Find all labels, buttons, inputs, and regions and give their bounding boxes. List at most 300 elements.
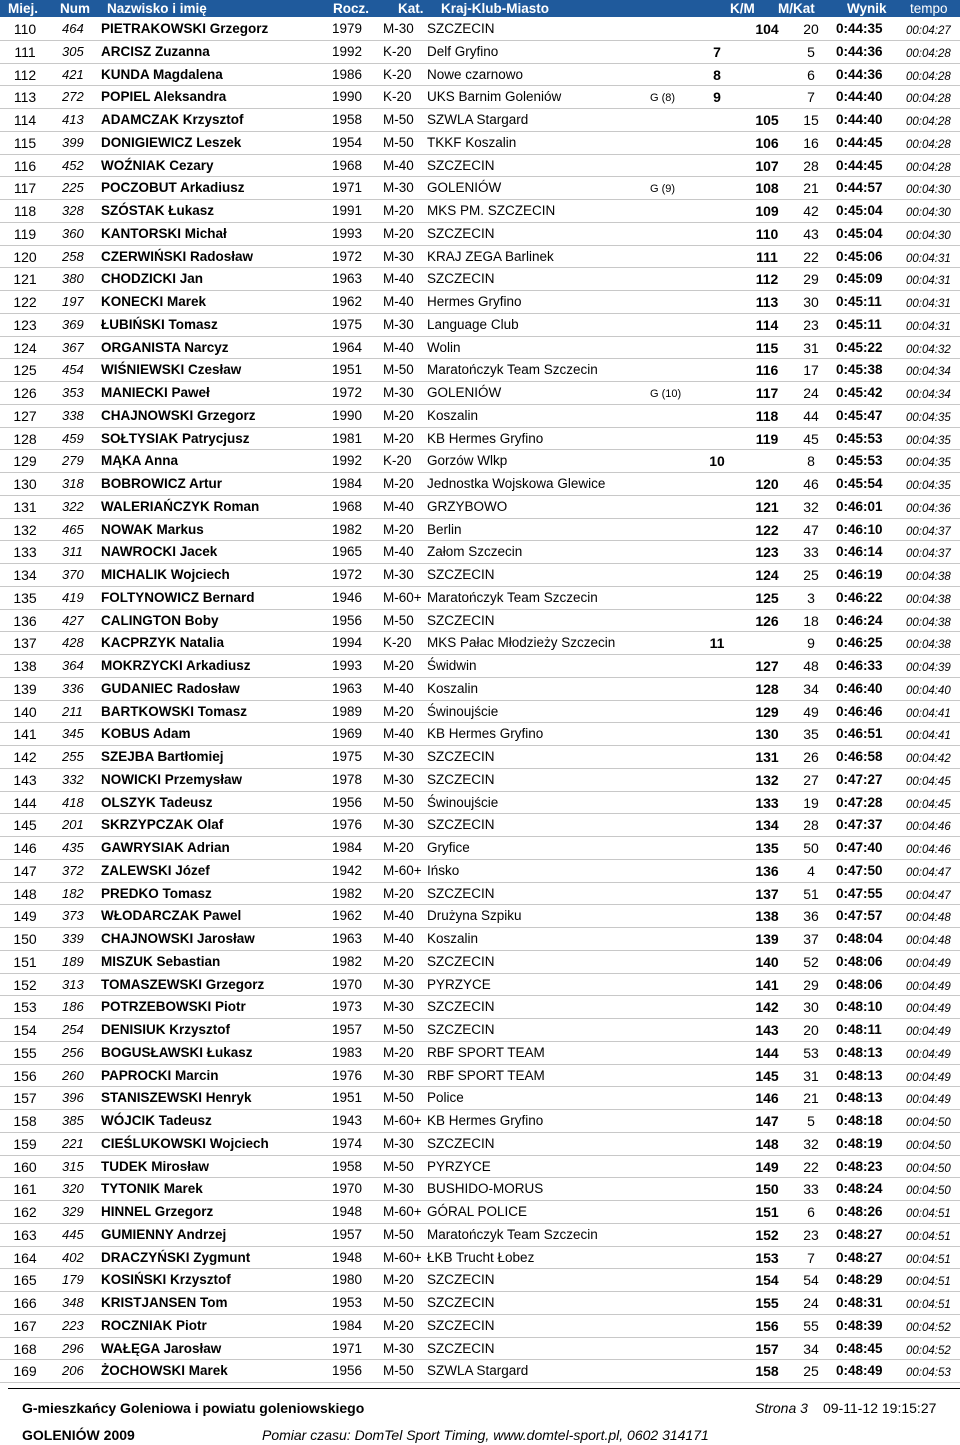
cell-bib-number: 329 — [62, 1204, 84, 1219]
cell-pace: 00:04:48 — [906, 935, 951, 947]
cell-men-rank: 155 — [755, 1295, 779, 1311]
cell-position: 167 — [13, 1317, 37, 1334]
cell-athlete-name: NOWAK Markus — [101, 521, 204, 537]
col-header-km: K/M — [730, 1, 755, 16]
cell-category-rank: 24 — [803, 385, 819, 401]
cell-category: M-20 — [383, 476, 414, 491]
cell-category: M-20 — [383, 203, 414, 218]
cell-category-rank: 28 — [803, 817, 819, 834]
cell-bib-number: 201 — [62, 817, 84, 833]
cell-position: 150 — [13, 931, 37, 947]
table-row — [0, 814, 960, 837]
cell-category: M-60+ — [383, 1249, 422, 1265]
cell-position: 156 — [13, 1067, 37, 1084]
cell-bib-number: 305 — [62, 43, 84, 59]
cell-position: 155 — [13, 1044, 37, 1061]
cell-category-rank: 4 — [807, 862, 815, 879]
cell-category: M-30 — [383, 180, 414, 196]
cell-category-rank: 29 — [803, 976, 819, 993]
cell-result-time: 0:46:01 — [836, 498, 883, 514]
cell-pace: 00:04:50 — [906, 1139, 951, 1152]
cell-position: 122 — [13, 294, 37, 310]
cell-birth-year: 1970 — [332, 976, 363, 992]
cell-position: 140 — [13, 703, 37, 720]
cell-result-time: 0:45:47 — [836, 407, 883, 423]
cell-category-rank: 7 — [807, 1249, 815, 1266]
cell-club: Koszalin — [427, 407, 479, 423]
cell-club: Berlin — [427, 521, 462, 537]
cell-pace: 00:04:49 — [906, 1003, 951, 1016]
cell-category: M-30 — [383, 567, 414, 582]
cell-result-time: 0:48:06 — [836, 953, 883, 969]
cell-club: RBF SPORT TEAM — [427, 1067, 545, 1083]
cell-result-time: 0:48:26 — [836, 1204, 883, 1219]
cell-club: Maratończyk Team Szczecin — [427, 589, 598, 605]
table-row — [0, 314, 960, 337]
cell-women-rank: 10 — [709, 453, 725, 470]
cell-category: M-40 — [383, 908, 414, 924]
cell-result-time: 0:44:36 — [836, 43, 883, 59]
cell-position: 163 — [13, 1226, 37, 1243]
cell-category-rank: 36 — [803, 908, 819, 925]
cell-bib-number: 258 — [62, 248, 84, 264]
cell-position: 129 — [13, 453, 37, 470]
cell-position: 154 — [13, 1022, 37, 1038]
cell-club: Świnoujście — [427, 794, 499, 810]
cell-birth-year: 1979 — [332, 21, 363, 36]
cell-bib-number: 254 — [62, 1022, 84, 1037]
cell-athlete-name: PREDKO Tomasz — [101, 885, 212, 901]
cell-athlete-name: WAŁĘGA Jarosław — [101, 1340, 222, 1356]
cell-club: Hermes Gryfino — [427, 294, 522, 309]
cell-bib-number: 221 — [62, 1135, 84, 1151]
cell-pace: 00:04:32 — [906, 343, 951, 356]
cell-category-rank: 49 — [803, 703, 819, 720]
cell-pace: 00:04:45 — [906, 775, 951, 788]
cell-women-rank: 7 — [713, 43, 721, 60]
cell-category-rank: 33 — [803, 544, 819, 561]
cell-club: SZWLA Stargard — [427, 112, 529, 127]
cell-birth-year: 1972 — [332, 567, 363, 582]
cell-women-rank: 8 — [713, 66, 721, 83]
cell-category: M-30 — [383, 771, 414, 787]
cell-category-rank: 47 — [803, 521, 819, 538]
cell-birth-year: 1972 — [332, 248, 363, 264]
cell-club: PYRZYCE — [427, 1158, 491, 1174]
cell-men-rank: 148 — [755, 1135, 779, 1152]
cell-goleniow-rank: G (10) — [650, 388, 682, 400]
cell-bib-number: 445 — [62, 1226, 84, 1242]
cell-category-rank: 31 — [803, 339, 819, 356]
cell-position: 147 — [13, 862, 37, 879]
cell-men-rank: 150 — [755, 1181, 779, 1198]
cell-birth-year: 1968 — [332, 157, 363, 173]
cell-result-time: 0:48:24 — [836, 1181, 883, 1197]
cell-club: Language Club — [427, 316, 519, 332]
cell-pace: 00:04:34 — [906, 366, 951, 379]
cell-club: Świdwin — [427, 658, 477, 673]
cell-category: M-20 — [383, 521, 414, 537]
cell-men-rank: 146 — [755, 1090, 779, 1107]
table-row — [0, 1019, 960, 1042]
cell-bib-number: 373 — [62, 908, 84, 924]
table-row — [0, 610, 960, 633]
cell-category: K-20 — [383, 43, 412, 59]
table-row — [0, 564, 960, 587]
cell-position: 117 — [13, 180, 37, 197]
cell-birth-year: 1982 — [332, 953, 363, 969]
cell-category: M-30 — [383, 21, 414, 36]
cell-category: M-40 — [383, 271, 414, 287]
cell-pace: 00:04:49 — [906, 1094, 951, 1107]
cell-bib-number: 313 — [62, 976, 84, 992]
cell-birth-year: 1951 — [332, 362, 363, 378]
cell-club: GÓRAL POLICE — [427, 1204, 528, 1219]
table-row — [0, 1247, 960, 1270]
cell-birth-year: 1984 — [332, 840, 363, 855]
cell-men-rank: 110 — [755, 225, 779, 242]
cell-men-rank: 106 — [755, 134, 779, 151]
cell-category: M-50 — [383, 1022, 414, 1037]
table-row — [0, 723, 960, 746]
cell-men-rank: 139 — [755, 931, 779, 947]
cell-men-rank: 128 — [755, 680, 779, 697]
cell-bib-number: 189 — [62, 953, 84, 969]
cell-category-rank: 3 — [807, 589, 815, 606]
table-row — [0, 496, 960, 519]
cell-position: 128 — [13, 430, 37, 447]
cell-category-rank: 5 — [807, 43, 815, 60]
cell-category: M-60+ — [383, 862, 422, 878]
cell-category: M-50 — [383, 612, 414, 628]
cell-athlete-name: BOBROWICZ Artur — [101, 476, 222, 491]
cell-pace: 00:04:52 — [906, 1321, 951, 1334]
cell-pace: 00:04:28 — [906, 161, 951, 174]
cell-athlete-name: POPIEL Aleksandra — [101, 89, 227, 105]
cell-pace: 00:04:49 — [906, 1026, 951, 1038]
cell-birth-year: 1962 — [332, 908, 363, 924]
cell-birth-year: 1962 — [332, 294, 363, 309]
cell-birth-year: 1948 — [332, 1249, 363, 1265]
table-row — [0, 701, 960, 724]
table-row — [0, 883, 960, 906]
cell-birth-year: 1994 — [332, 635, 363, 651]
table-row — [0, 1110, 960, 1133]
cell-bib-number: 256 — [62, 1044, 84, 1060]
cell-athlete-name: CALINGTON Boby — [101, 612, 219, 628]
cell-club: SZCZECIN — [427, 225, 495, 241]
cell-club: SZCZECIN — [427, 749, 495, 764]
cell-pace: 00:04:30 — [906, 184, 951, 197]
cell-men-rank: 149 — [755, 1158, 779, 1175]
cell-birth-year: 1975 — [332, 316, 363, 332]
cell-result-time: 0:48:18 — [836, 1113, 883, 1128]
cell-bib-number: 369 — [62, 316, 84, 332]
table-row — [0, 1156, 960, 1179]
cell-category-rank: 6 — [807, 66, 815, 83]
cell-result-time: 0:48:11 — [836, 1022, 882, 1037]
cell-category-rank: 30 — [803, 294, 819, 310]
cell-men-rank: 158 — [755, 1363, 779, 1380]
cell-bib-number: 339 — [62, 931, 84, 946]
cell-position: 113 — [13, 89, 37, 106]
cell-category-rank: 17 — [803, 362, 819, 379]
cell-result-time: 0:44:36 — [836, 66, 883, 82]
table-row — [0, 1224, 960, 1247]
cell-bib-number: 260 — [62, 1067, 84, 1083]
cell-bib-number: 435 — [62, 840, 84, 855]
cell-men-rank: 134 — [755, 817, 779, 834]
table-row — [0, 792, 960, 815]
cell-result-time: 0:48:29 — [836, 1272, 883, 1288]
cell-athlete-name: PAPROCKI Marcin — [101, 1067, 219, 1083]
cell-athlete-name: KRISTJANSEN Tom — [101, 1295, 228, 1310]
cell-men-rank: 131 — [755, 749, 779, 765]
cell-bib-number: 311 — [62, 544, 83, 560]
cell-athlete-name: CHAJNOWSKI Jarosław — [101, 931, 255, 946]
cell-result-time: 0:45:06 — [836, 248, 883, 264]
cell-category: M-30 — [383, 385, 414, 400]
cell-category: M-30 — [383, 1135, 414, 1151]
cell-athlete-name: PIETRAKOWSKI Grzegorz — [101, 21, 269, 36]
cell-pace: 00:04:49 — [906, 980, 951, 993]
table-row — [0, 519, 960, 542]
cell-club: MKS PM. SZCZECIN — [427, 203, 556, 218]
cell-birth-year: 1990 — [332, 89, 363, 105]
cell-category-rank: 27 — [803, 771, 819, 788]
cell-result-time: 0:48:06 — [836, 976, 883, 992]
cell-bib-number: 225 — [62, 180, 84, 196]
cell-pace: 00:04:46 — [906, 844, 951, 856]
cell-club: SZCZECIN — [427, 567, 495, 582]
print-timestamp: 09-11-12 19:15:27 — [823, 1400, 937, 1416]
cell-result-time: 0:46:22 — [836, 589, 883, 605]
cell-bib-number: 360 — [62, 225, 84, 241]
cell-category-rank: 32 — [803, 498, 819, 515]
cell-club: PYRZYCE — [427, 976, 491, 992]
cell-bib-number: 428 — [62, 635, 84, 651]
cell-birth-year: 1989 — [332, 703, 363, 719]
cell-bib-number: 348 — [62, 1295, 84, 1310]
cell-bib-number: 211 — [62, 703, 83, 719]
table-row — [0, 1292, 960, 1315]
cell-bib-number: 315 — [62, 1158, 84, 1174]
cell-position: 143 — [13, 771, 37, 788]
cell-birth-year: 1957 — [332, 1022, 363, 1037]
cell-category: M-50 — [383, 112, 414, 127]
col-header-num: Num — [60, 1, 90, 16]
cell-position: 133 — [13, 544, 37, 561]
cell-bib-number: 465 — [62, 521, 84, 537]
cell-category-rank: 19 — [803, 794, 819, 811]
cell-pace: 00:04:47 — [906, 866, 951, 879]
cell-women-rank: 9 — [713, 89, 721, 106]
cell-club: SZCZECIN — [427, 817, 495, 833]
cell-athlete-name: FOLTYNOWICZ Bernard — [101, 589, 255, 605]
col-header-kat: Kat. — [398, 1, 424, 16]
cell-athlete-name: MOKRZYCKI Arkadiusz — [101, 658, 251, 673]
cell-birth-year: 1956 — [332, 612, 363, 628]
cell-birth-year: 1982 — [332, 521, 363, 537]
cell-category: M-60+ — [383, 1204, 422, 1219]
cell-athlete-name: ROCZNIAK Piotr — [101, 1317, 207, 1333]
cell-club: Nowe czarnowo — [427, 66, 524, 82]
cell-athlete-name: POCZOBUT Arkadiusz — [101, 180, 245, 196]
cell-result-time: 0:44:35 — [836, 21, 883, 36]
cell-result-time: 0:46:40 — [836, 680, 883, 696]
cell-result-time: 0:48:23 — [836, 1158, 883, 1174]
cell-bib-number: 272 — [62, 89, 84, 105]
cell-category-rank: 31 — [803, 1067, 819, 1084]
cell-result-time: 0:47:55 — [836, 885, 883, 901]
cell-category: M-50 — [383, 1226, 414, 1242]
cell-pace: 00:04:38 — [906, 571, 951, 583]
cell-position: 157 — [13, 1090, 37, 1107]
cell-category: M-30 — [383, 976, 414, 992]
cell-category-rank: 34 — [803, 1340, 819, 1357]
cell-bib-number: 385 — [62, 1113, 84, 1128]
cell-bib-number: 345 — [62, 726, 84, 742]
table-row — [0, 928, 960, 951]
cell-bib-number: 372 — [62, 862, 84, 878]
cell-category-rank: 51 — [803, 885, 819, 902]
cell-pace: 00:04:51 — [906, 1276, 951, 1289]
cell-athlete-name: DONIGIEWICZ Leszek — [101, 134, 242, 150]
cell-birth-year: 1978 — [332, 771, 363, 787]
cell-position: 159 — [13, 1135, 37, 1152]
cell-club: Koszalin — [427, 931, 479, 946]
cell-category-rank: 50 — [803, 840, 819, 856]
cell-position: 126 — [13, 385, 37, 401]
cell-category: M-30 — [383, 817, 414, 833]
cell-birth-year: 1975 — [332, 749, 363, 764]
cell-birth-year: 1983 — [332, 1044, 363, 1060]
cell-category-rank: 25 — [803, 567, 819, 583]
cell-category: M-40 — [383, 680, 414, 696]
cell-men-rank: 125 — [755, 589, 779, 606]
cell-club: TKKF Koszalin — [427, 134, 517, 150]
cell-bib-number: 223 — [62, 1317, 84, 1333]
cell-club: Jednostka Wojskowa Glewice — [427, 476, 606, 491]
cell-birth-year: 1965 — [332, 544, 363, 560]
cell-pace: 00:04:49 — [906, 957, 951, 970]
table-row — [0, 64, 960, 87]
cell-athlete-name: KUNDA Magdalena — [101, 66, 223, 82]
col-header-club: Kraj-Klub-Miasto — [441, 1, 549, 16]
cell-bib-number: 320 — [62, 1181, 84, 1197]
cell-men-rank: 151 — [755, 1204, 779, 1220]
cell-bib-number: 332 — [62, 771, 84, 787]
cell-result-time: 0:46:33 — [836, 658, 883, 673]
cell-result-time: 0:45:53 — [836, 453, 883, 469]
table-row — [0, 1042, 960, 1065]
cell-result-time: 0:48:19 — [836, 1135, 883, 1151]
cell-men-rank: 124 — [755, 567, 779, 583]
cell-bib-number: 338 — [62, 407, 84, 423]
cell-position: 141 — [13, 726, 37, 743]
cell-athlete-name: GUDANIEC Radosław — [101, 680, 240, 696]
cell-category-rank: 30 — [803, 999, 819, 1016]
cell-position: 168 — [13, 1340, 37, 1357]
page-number: Strona 3 — [755, 1400, 808, 1416]
cell-category-rank: 42 — [803, 203, 819, 219]
col-header-name: Nazwisko i imię — [107, 1, 207, 16]
cell-men-rank: 126 — [755, 612, 779, 629]
cell-result-time: 0:48:04 — [836, 931, 883, 946]
cell-club: SZCZECIN — [427, 157, 495, 173]
cell-birth-year: 1943 — [332, 1113, 363, 1128]
table-row — [0, 268, 960, 291]
cell-athlete-name: KACPRZYK Natalia — [101, 635, 225, 651]
col-header-tempo: tempo — [910, 1, 948, 16]
cell-position: 164 — [13, 1249, 37, 1266]
cell-position: 132 — [13, 521, 37, 538]
cell-category: M-30 — [383, 248, 414, 264]
cell-goleniow-rank: G (9) — [650, 183, 676, 196]
cell-pace: 00:04:28 — [906, 116, 951, 128]
cell-position: 135 — [13, 589, 37, 606]
table-row — [0, 1360, 960, 1383]
cell-pace: 00:04:35 — [906, 434, 951, 447]
cell-club: SZCZECIN — [427, 885, 495, 901]
table-row — [0, 177, 960, 200]
cell-athlete-name: WOŹNIAK Cezary — [101, 157, 214, 173]
cell-result-time: 0:46:14 — [836, 544, 883, 560]
cell-bib-number: 182 — [62, 885, 84, 901]
cell-men-rank: 105 — [755, 112, 779, 128]
cell-category-rank: 15 — [803, 112, 819, 128]
table-row — [0, 632, 960, 655]
cell-birth-year: 1986 — [332, 66, 363, 82]
cell-athlete-name: KOSIŃSKI Krzysztof — [101, 1272, 231, 1288]
cell-position: 124 — [13, 339, 37, 356]
cell-athlete-name: CIEŚLUKOWSKI Wojciech — [101, 1135, 269, 1151]
cell-pace: 00:04:38 — [906, 639, 951, 652]
cell-men-rank: 122 — [755, 521, 779, 538]
cell-result-time: 0:47:37 — [836, 817, 883, 833]
cell-birth-year: 1958 — [332, 112, 363, 127]
cell-athlete-name: SOŁTYSIAK Patrycjusz — [101, 430, 250, 446]
cell-category-rank: 37 — [803, 931, 819, 947]
cell-men-rank: 130 — [755, 726, 779, 743]
table-row — [0, 86, 960, 109]
cell-men-rank: 123 — [755, 544, 779, 561]
cell-category: M-50 — [383, 1363, 414, 1379]
cell-bib-number: 336 — [62, 680, 84, 696]
cell-athlete-name: DRACZYŃSKI Zygmunt — [101, 1249, 251, 1265]
cell-category: M-40 — [383, 339, 414, 355]
cell-position: 111 — [14, 43, 36, 60]
cell-position: 114 — [13, 112, 37, 128]
cell-category: M-40 — [383, 726, 414, 742]
cell-position: 127 — [13, 407, 37, 424]
cell-category: M-50 — [383, 1158, 414, 1174]
cell-club: SZCZECIN — [427, 771, 495, 787]
table-row — [0, 41, 960, 64]
cell-birth-year: 1974 — [332, 1135, 363, 1151]
cell-birth-year: 1993 — [332, 225, 363, 241]
cell-men-rank: 135 — [755, 840, 779, 856]
cell-athlete-name: NAWROCKI Jacek — [101, 544, 218, 560]
cell-position: 139 — [13, 680, 37, 697]
cell-position: 158 — [13, 1113, 37, 1129]
table-row — [0, 223, 960, 246]
cell-pace: 00:04:45 — [906, 798, 951, 811]
cell-pace: 00:04:31 — [906, 252, 951, 265]
cell-men-rank: 120 — [755, 476, 779, 492]
cell-category: M-20 — [383, 1044, 414, 1060]
cell-position: 131 — [13, 498, 37, 515]
